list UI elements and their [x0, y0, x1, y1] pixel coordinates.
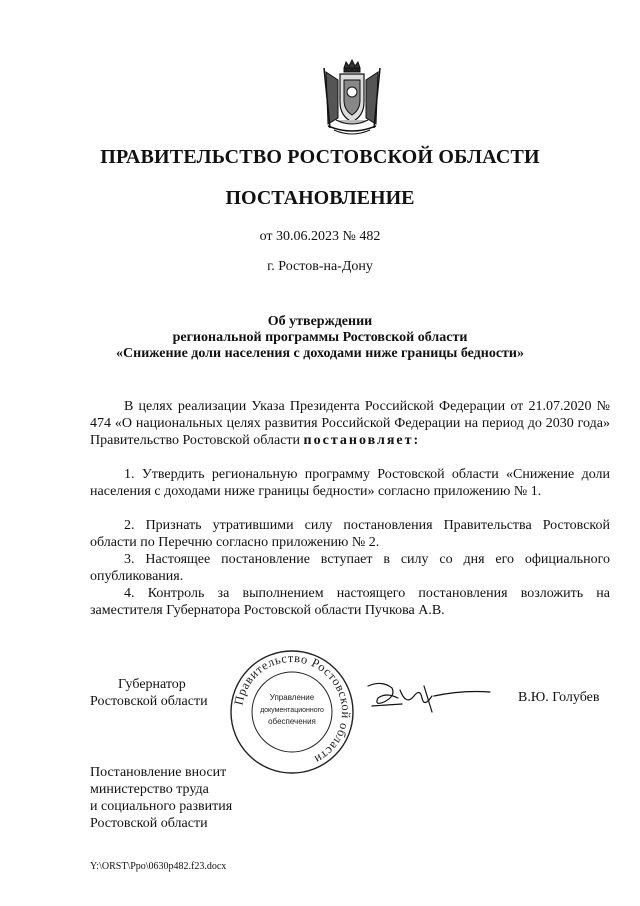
signatory-position-line2: Ростовской области	[90, 694, 208, 709]
document-city: г. Ростов-на-Дону	[267, 259, 373, 274]
preamble-paragraph	[90, 398, 610, 449]
seal-center-line: документационного	[260, 707, 324, 714]
submitter-note	[90, 764, 232, 832]
submitter-line: Постановление вносит	[90, 765, 227, 780]
resolution-item	[90, 466, 610, 500]
signatory-name: В.Ю. Голубев	[518, 690, 600, 705]
resolution-item	[90, 517, 610, 551]
item-text: 3. Настоящее постановление вступает в силу со дня его официального опубликования.	[90, 552, 610, 584]
file-path: Y:\ORST\Ppo\0630p482.f23.docx	[90, 861, 227, 872]
resolution-item	[90, 585, 610, 619]
coat-of-arms-emblem	[316, 58, 388, 138]
item-text: 1. Утвердить региональную программу Ростовской области «Снижение доли населения с доходами ниже границы бедности» согласно приложению № 1.	[90, 467, 610, 499]
preamble-keyword: постановляет:	[303, 433, 421, 448]
seal-center-line: Управление	[269, 693, 315, 702]
seal-center-line: обеспечения	[268, 717, 316, 726]
document-date-number: от 30.06.2023 № 482	[259, 229, 381, 244]
signatory-position-line1: Губернатор	[118, 677, 186, 692]
submitter-line: министерство труда	[90, 782, 209, 797]
seal-ring-text: Правительство Ростовской области	[231, 650, 354, 767]
document-subject	[0, 314, 640, 362]
submitter-line: Ростовской области	[90, 816, 208, 831]
handwritten-signature	[362, 676, 492, 720]
item-text: 2. Признать утратившими силу постановления Правительства Ростовской области по Перечню согласно приложению № 2.	[90, 518, 610, 550]
document-type-title: ПОСТАНОВЛЕНИЕ	[225, 187, 415, 209]
resolution-item	[90, 551, 610, 585]
subject-line: Об утверждении	[267, 314, 373, 329]
item-text: 4. Контроль за выполнением настоящего постановления возложить на заместителя Губернатора Ростовской области Пучкова А.В.	[90, 586, 610, 618]
preamble-text: В целях реализации Указа Президента Российской Федерации от 21.07.2020 № 474 «О национальных целях развития Российской Федерации на период до 2030 года» Правительство Ростовской области	[90, 399, 610, 448]
submitter-line: и социального развития	[90, 799, 233, 814]
official-seal-stamp	[228, 648, 356, 776]
government-title: ПРАВИТЕЛЬСТВО РОСТОВСКОЙ ОБЛАСТИ	[100, 146, 540, 168]
subject-line: региональной программы Ростовской области	[172, 330, 468, 345]
subject-line: «Снижение доли населения с доходами ниже границы бедности»	[116, 346, 524, 361]
